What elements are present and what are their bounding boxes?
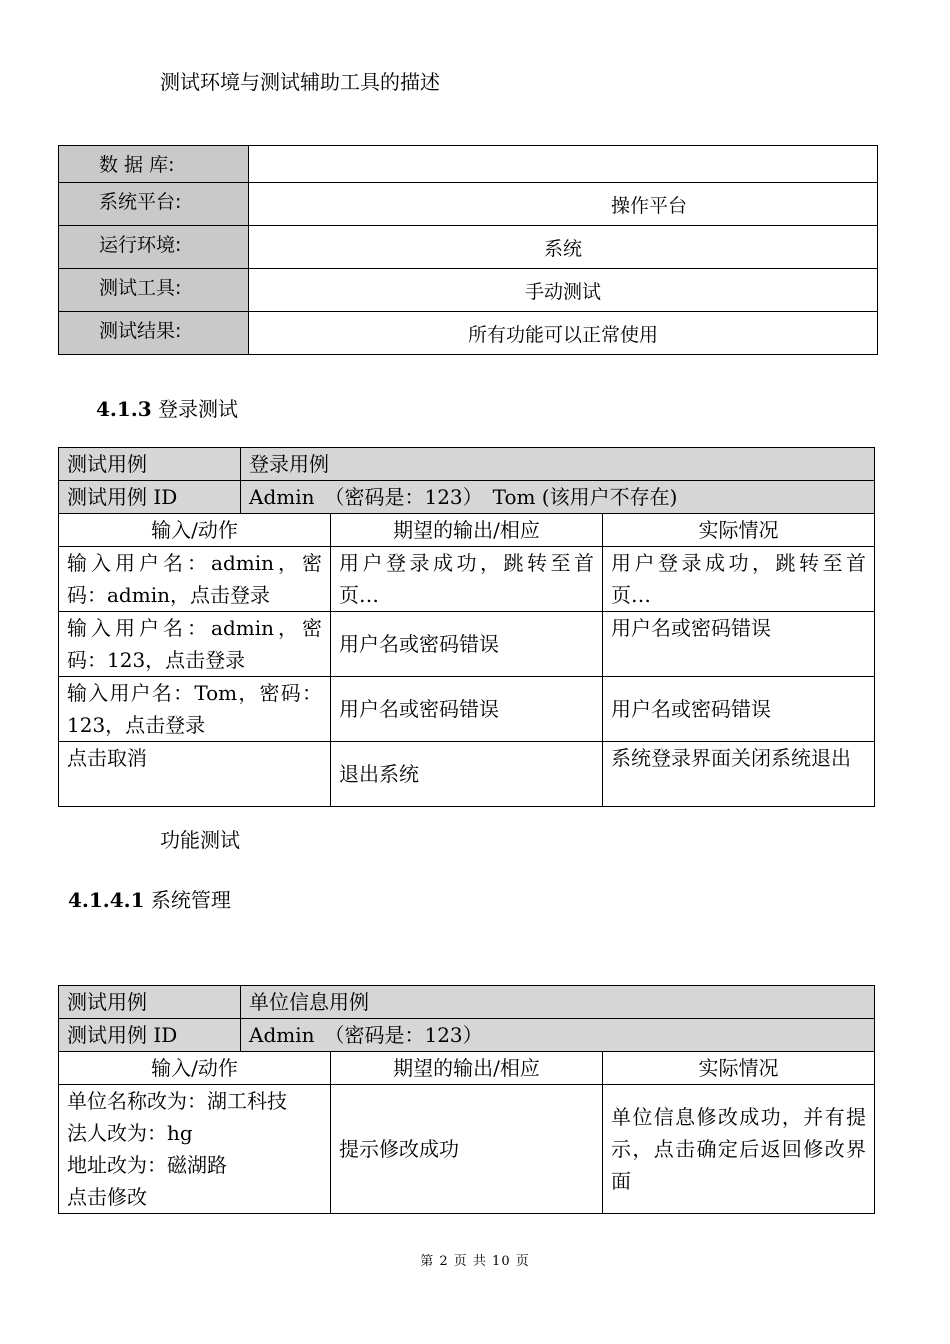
table-row <box>59 677 875 742</box>
env-row-result <box>59 312 878 355</box>
input-cell: 输入用户名：admin，密码：123，点击登录 <box>59 612 331 677</box>
env-value: 手动测试 <box>249 269 878 312</box>
test-case-value: 登录用例 <box>241 448 875 481</box>
env-value: 操作平台 <box>249 183 878 226</box>
test-case-value: 单位信息用例 <box>241 986 875 1019</box>
env-label: 测试结果: <box>59 312 249 355</box>
environment-table <box>58 145 878 355</box>
system-test-table <box>58 985 875 1214</box>
login-section-heading <box>96 397 238 421</box>
table-row <box>59 612 875 677</box>
input-line: 单位名称改为：湖工科技 <box>67 1089 287 1113</box>
test-case-row <box>59 986 875 1019</box>
input-line: 点击修改 <box>67 1185 147 1209</box>
actual-cell: 单位信息修改成功，并有提示，点击确定后返回修改界面 <box>603 1085 875 1214</box>
env-row-database <box>59 146 878 183</box>
column-header-row <box>59 1052 875 1085</box>
column-header-row <box>59 514 875 547</box>
env-row-tool <box>59 269 878 312</box>
env-label: 测试工具: <box>59 269 249 312</box>
env-value <box>249 146 878 183</box>
login-section-number: 4.1.3 <box>96 397 152 421</box>
actual-cell: 用户名或密码错误 <box>603 612 875 677</box>
function-section-title: 功能测试 <box>160 828 240 852</box>
login-test-table <box>58 447 875 807</box>
test-case-id-row <box>59 1019 875 1052</box>
column-header-input: 输入/动作 <box>59 514 331 547</box>
login-section-title: 登录测试 <box>158 397 239 421</box>
input-cell: 点击取消 <box>59 742 331 807</box>
test-case-id-value: Admin （密码是：123） Tom (该用户不存在) <box>241 481 875 514</box>
test-case-id-label: 测试用例 ID <box>59 481 241 514</box>
column-header-actual: 实际情况 <box>603 514 875 547</box>
expected-cell: 用户名或密码错误 <box>331 677 603 742</box>
system-section-heading <box>68 888 231 912</box>
env-row-runtime <box>59 226 878 269</box>
env-row-platform <box>59 183 878 226</box>
actual-cell: 用户登录成功，跳转至首页… <box>603 547 875 612</box>
column-header-expected: 期望的输出/相应 <box>331 1052 603 1085</box>
input-cell: 输入用户名：admin，密码：admin，点击登录 <box>59 547 331 612</box>
expected-cell: 用户名或密码错误 <box>331 612 603 677</box>
env-section-title: 测试环境与测试辅助工具的描述 <box>160 70 440 94</box>
input-line: 法人改为：hg <box>67 1121 193 1145</box>
system-section-title: 系统管理 <box>150 888 231 912</box>
test-case-label: 测试用例 <box>59 448 241 481</box>
input-cell: 输入用户名：Tom，密码：123，点击登录 <box>59 677 331 742</box>
env-label: 运行环境: <box>59 226 249 269</box>
test-case-row <box>59 448 875 481</box>
input-line: 地址改为：磁湖路 <box>67 1153 227 1177</box>
expected-cell: 提示修改成功 <box>331 1085 603 1214</box>
page-footer: 第 2 页 共 10 页 <box>420 1254 530 1269</box>
expected-cell: 用户登录成功，跳转至首页… <box>331 547 603 612</box>
table-row <box>59 547 875 612</box>
actual-cell: 用户名或密码错误 <box>603 677 875 742</box>
input-cell <box>59 1085 331 1214</box>
column-header-input: 输入/动作 <box>59 1052 331 1085</box>
test-case-id-row <box>59 481 875 514</box>
column-header-actual: 实际情况 <box>603 1052 875 1085</box>
system-section-number: 4.1.4.1 <box>68 888 145 912</box>
table-row <box>59 1085 875 1214</box>
test-case-id-value: Admin （密码是：123） <box>241 1019 875 1052</box>
env-value: 所有功能可以正常使用 <box>249 312 878 355</box>
env-label: 数 据 库: <box>59 146 249 183</box>
table-row <box>59 742 875 807</box>
env-value: 系统 <box>249 226 878 269</box>
column-header-expected: 期望的输出/相应 <box>331 514 603 547</box>
test-case-label: 测试用例 <box>59 986 241 1019</box>
actual-cell: 系统登录界面关闭系统退出 <box>603 742 875 807</box>
test-case-id-label: 测试用例 ID <box>59 1019 241 1052</box>
expected-cell: 退出系统 <box>331 742 603 807</box>
env-label: 系统平台: <box>59 183 249 226</box>
